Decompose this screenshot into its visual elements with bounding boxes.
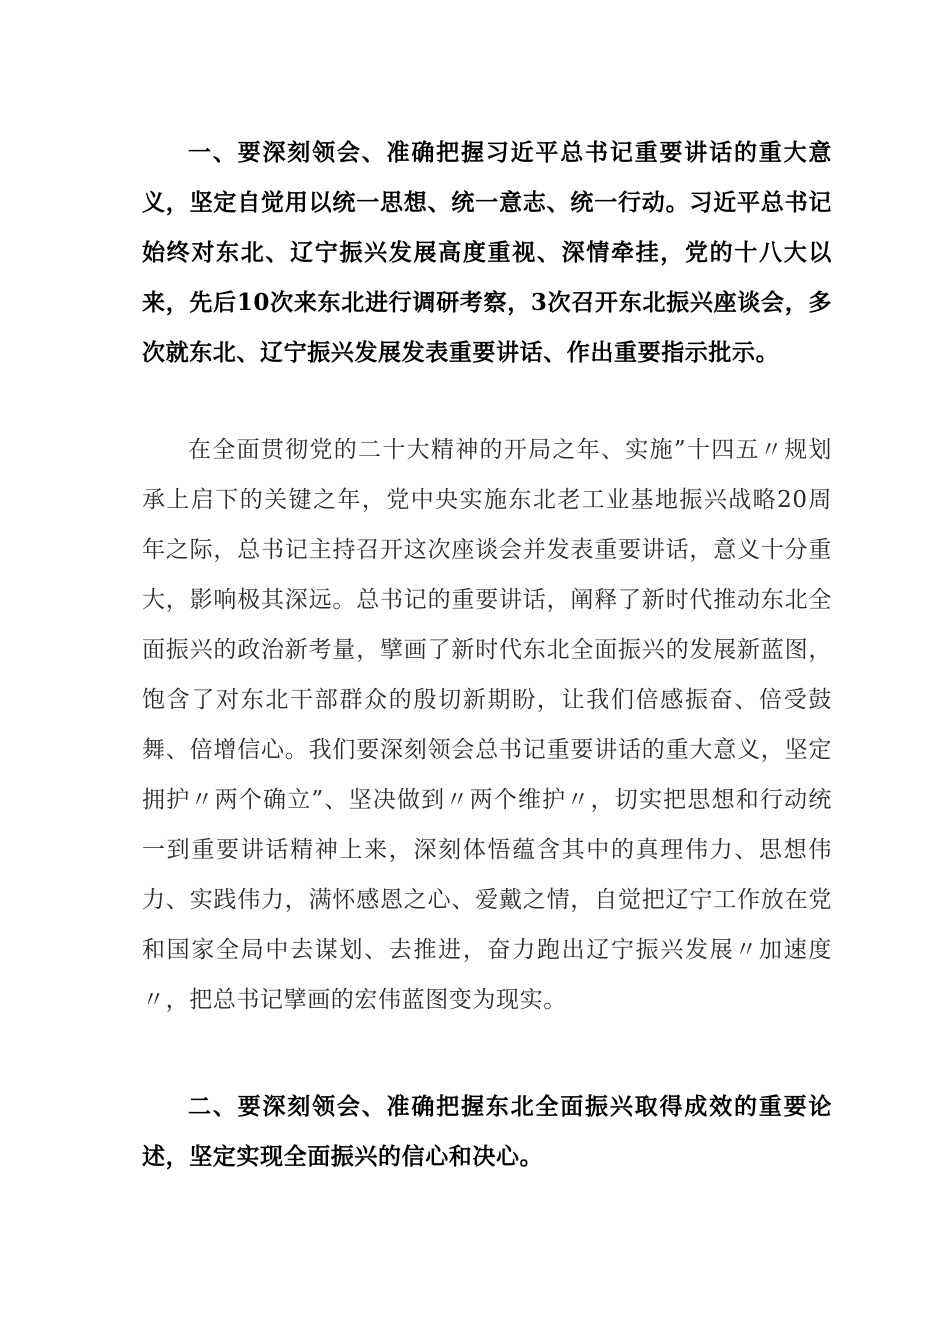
- section-one-heading-paragraph: 一、要深刻领会、准确把握习近平总书记重要讲话的重大意义，坚定自觉用以统一思想、统一意志、统一行动。习近平总书记始终对东北、辽宁振兴发展高度重视、深情牵挂，党的十八大以来，先后10次来东北进行调研考察，3次召开东北振兴座谈会，多次就东北、辽宁振兴发展发表重要讲话、作出重要指示批示。: [142, 139, 832, 366]
- section-two-heading-paragraph: 二、要深刻领会、准确把握东北全面振兴取得成效的重要论述，坚定实现全面振兴的信心和决心。: [142, 1093, 832, 1170]
- body-paragraph: 在全面贯彻党的二十大精神的开局之年、实施”十四五〃规划承上启下的关键之年，党中央实施东北老工业基地振兴战略20周年之际，总书记主持召开这次座谈会并发表重要讲话，意义十分重大，影响极其深远。总书记的重要讲话，阐释了新时代推动东北全面振兴的政治新考量，擘画了新时代东北全面振兴的发展新蓝图，饱含了对东北干部群众的殷切新期盼，让我们倍感振奋、倍受鼓舞、倍增信心。我们要深刻领会总书记重要讲话的重大意义，坚定拥护〃两个确立”、坚决做到〃两个维护〃，切实把思想和行动统一到重要讲话精神上来，深刻体悟蕴含其中的真理伟力、思想伟力、实践伟力，满怀感恩之心、爱戴之情，自觉把辽宁工作放在党和国家全局中去谋划、去推进，奋力跑出辽宁振兴发展〃加速度〃，把总书记擘画的宏伟蓝图变为现实。: [142, 437, 832, 1013]
